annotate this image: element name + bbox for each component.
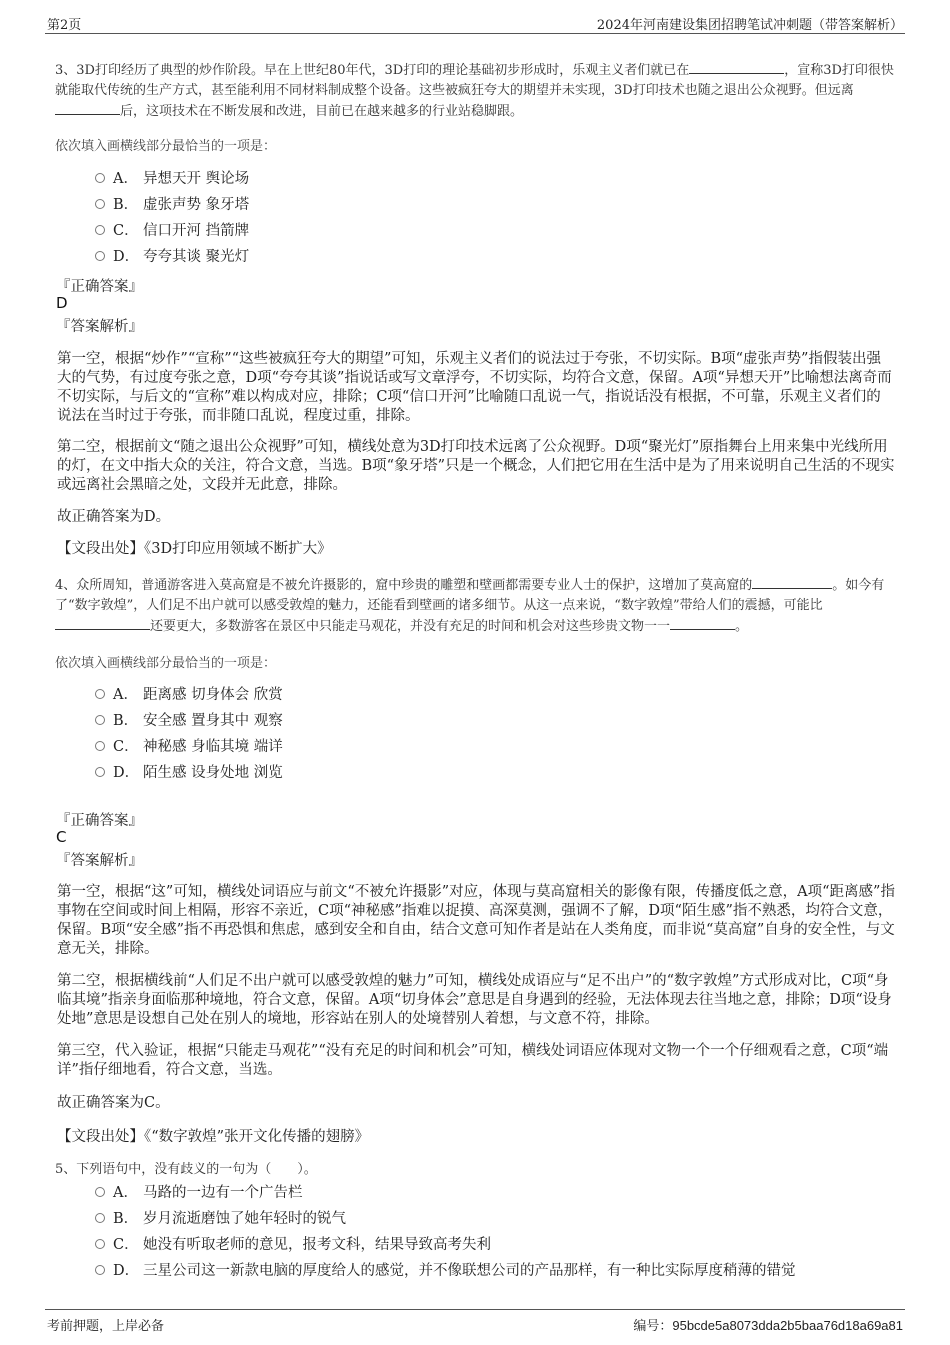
- question-5-stem: 5、下列语句中，没有歧义的一句为（ ）。: [55, 1162, 317, 1177]
- q4-option-a[interactable]: A． 距离感 切身体会 欣赏: [95, 685, 283, 705]
- q5-option-c[interactable]: C． 她没有听取老师的意见，报考文科，结果导致高考失利: [95, 1235, 491, 1255]
- q5-option-d[interactable]: D． 三星公司这一新款电脑的厚度给人的感觉，并不像联想公司的产品那样，有一种比实际厚度稍薄的错觉: [95, 1261, 796, 1281]
- q3-option-a[interactable]: A． 异想天开 舆论场: [95, 169, 249, 189]
- radio-icon[interactable]: [95, 1239, 105, 1249]
- radio-icon[interactable]: [95, 251, 105, 261]
- question-4-stem: 4、众所周知，普通游客进入莫高窟是不被允许摄影的，窟中珍贵的雕塑和壁画都需要专业人士的保护，这增加了莫高窟的 。如今有了“数字敦煌”，人们足不出户就可以感受敦煌的魅力，还能看到壁画的诸多细节。从这一点来说，“数字敦煌”带给人们的震撼，可能比还要更大，多数游客在景区中只能走马观花，并没有充足的时间和机会对这些珍贵文物一一 。: [55, 575, 900, 637]
- q3-option-b[interactable]: B． 虚张声势 象牙塔: [95, 195, 249, 215]
- analysis-label: 『答案解析』: [56, 853, 143, 869]
- page-footer: [45, 1309, 905, 1333]
- answer-label: 『正确答案』: [56, 813, 143, 829]
- q4-option-d[interactable]: D． 陌生感 设身处地 浏览: [95, 763, 283, 783]
- blank-2: [55, 101, 120, 115]
- document-code: 编号：95bcde5a8073dda2b5baa76d18a69a81: [633, 1318, 903, 1334]
- question-4-prompt: 依次填入画横线部分最恰当的一项是：: [55, 656, 277, 671]
- q4-option-b[interactable]: B． 安全感 置身其中 观察: [95, 711, 283, 731]
- q3-option-d[interactable]: D． 夸夸其谈 聚光灯: [95, 247, 249, 267]
- radio-icon[interactable]: [95, 173, 105, 183]
- answer-label: 『正确答案』: [56, 279, 143, 295]
- blank-2: [55, 616, 150, 630]
- answer-value: C: [56, 828, 67, 846]
- q4-option-c[interactable]: C． 神秘感 身临其境 端详: [95, 737, 283, 757]
- radio-icon[interactable]: [95, 689, 105, 699]
- analysis-paragraph: 第二空，根据前文“随之退出公众视野”可知，横线处意为3D打印技术远离了公众视野。D项“聚光灯”原指舞台上用来集中光线所用的灯，在文中指大众的关注，符合文意，当选。B项“象牙塔”只是一个概念，人们把它用在生活中是为了用来说明自己生活的不现实或远离社会黑暗之处，文段并无此意，排除。: [57, 439, 895, 493]
- conclusion: 故正确答案为C。: [57, 1095, 170, 1111]
- analysis-paragraph: 第一空，根据“这”可知，横线处词语应与前文“不被允许摄影”对应，体现与莫高窟相关的影像有限，传播度低之意，A项“距离感”指事物在空间或时间上相隔，形容不亲近，C项“神秘感”指难以捉摸、高深莫测，强调不了解，D项“陌生感”指不熟悉，均符合文意，保留。B项“安全感”指不再恐惧和焦虑，感到安全和自由，结合文意可知作者是站在人类角度，而非说“莫高窟”自身的安全性，与文意无关，排除。: [57, 884, 895, 957]
- radio-icon[interactable]: [95, 1265, 105, 1275]
- q5-option-b[interactable]: B． 岁月流逝磨蚀了她年轻时的锐气: [95, 1209, 346, 1229]
- question-3-prompt: 依次填入画横线部分最恰当的一项是：: [55, 139, 277, 154]
- document-title: 2024年河南建设集团招聘笔试冲刺题（带答案解析）: [596, 18, 903, 33]
- analysis-paragraph: 第二空，根据横线前“人们足不出户就可以感受敦煌的魅力”可知，横线处成语应与“足不出户”的“数字敦煌”方式形成对比，C项“身临其境”指亲身面临那种境地，符合文意，保留。A项“切身体会”意思是自身遇到的经验，无法体现去往当地之意，排除；D项“设身处地”意思是设想自己处在别人的境地，形容站在别人的处境替别人着想，与文意不符，排除。: [57, 973, 892, 1027]
- q5-option-a[interactable]: A． 马路的一边有一个广告栏: [95, 1183, 303, 1203]
- radio-icon[interactable]: [95, 1187, 105, 1197]
- conclusion: 故正确答案为D。: [57, 509, 171, 525]
- q3-option-c[interactable]: C． 信口开河 挡箭牌: [95, 221, 249, 241]
- blank-1: [689, 60, 784, 74]
- analysis-paragraph: 第三空，代入验证，根据“只能走马观花”“没有充足的时间和机会”可知，横线处词语应体现对文物一个一个仔细观看之意，C项“端详”指仔细地看，符合文意，当选。: [57, 1043, 889, 1078]
- answer-value: D: [56, 294, 68, 312]
- radio-icon[interactable]: [95, 715, 105, 725]
- page-number: 第2页: [47, 18, 82, 33]
- blank-3: [670, 616, 735, 630]
- radio-icon[interactable]: [95, 199, 105, 209]
- analysis-label: 『答案解析』: [56, 319, 143, 335]
- blank-1: [752, 575, 832, 589]
- source-reference: 【文段出处】《“数字敦煌”张开文化传播的翅膀》: [57, 1129, 370, 1145]
- radio-icon[interactable]: [95, 767, 105, 777]
- radio-icon[interactable]: [95, 741, 105, 751]
- source-reference: 【文段出处】《3D打印应用领域不断扩大》: [57, 541, 332, 557]
- question-3-stem: 3、3D打印经历了典型的炒作阶段。早在上世纪80年代，3D打印的理论基础初步形成时，乐观主义者们就已在 ，宣称3D打印很快就能取代传统的生产方式，甚至能利用不同材料制成整个设备。这些被疯狂夸大的期望并未实现，3D打印技术也随之退出公众视野。但远离后，这项技术在不断发展和改进，目前已在越来越多的行业站稳脚跟。: [55, 60, 900, 122]
- radio-icon[interactable]: [95, 225, 105, 235]
- radio-icon[interactable]: [95, 1213, 105, 1223]
- analysis-paragraph: 第一空，根据“炒作”“宣称”“这些被疯狂夸大的期望”可知，乐观主义者们的说法过于夸张，不切实际。B项“虚张声势”指假装出强大的气势，有过度夸张之意，D项“夸夸其谈”指说话或写文章浮夸，不切实际，均符合文意，保留。A项“异想天开”比喻想法离奇而不切实际，与后文的“宣称”难以构成对应，排除；C项“信口开河”比喻随口乱说一气，指说话没有根据，不可靠，乐观主义者们的说法在当时过于夸张，而非随口乱说，程度过重，排除。: [57, 351, 892, 424]
- footer-slogan: 考前押题，上岸必备: [47, 1319, 165, 1334]
- page-header: [45, 12, 905, 34]
